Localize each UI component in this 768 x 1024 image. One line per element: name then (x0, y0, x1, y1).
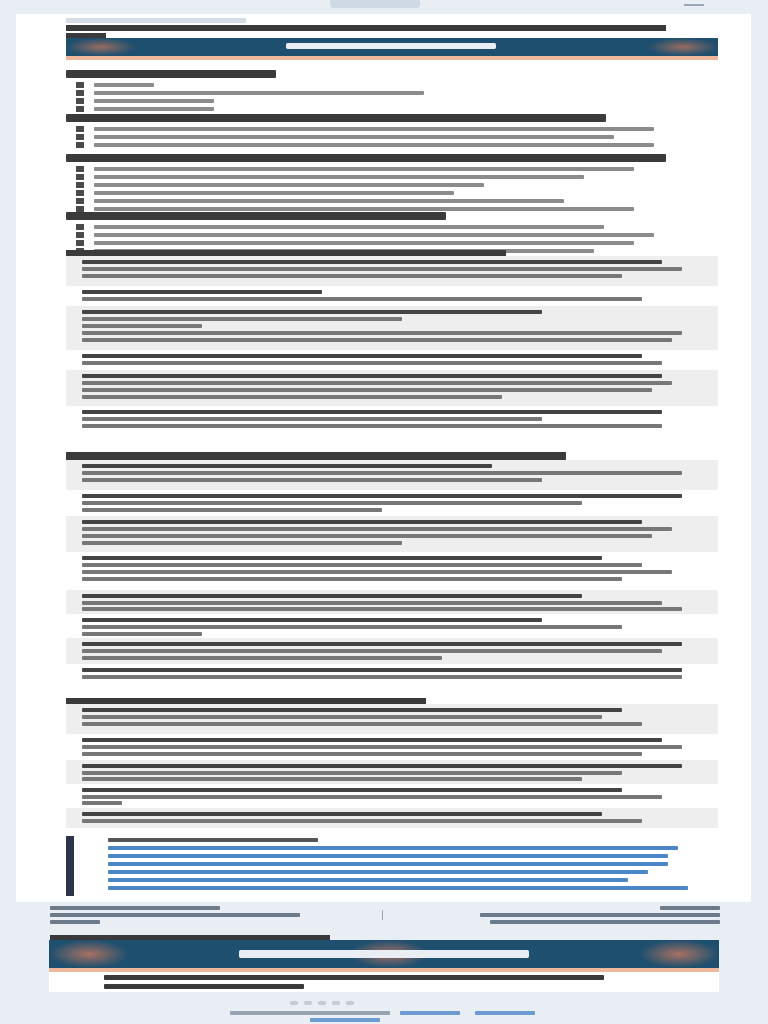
next-post-label[interactable] (660, 906, 720, 910)
intervention-row (66, 286, 718, 306)
list-item (92, 174, 718, 180)
intervention-row (66, 552, 718, 590)
intervention-row (66, 370, 718, 406)
site-footer (230, 1010, 540, 1024)
banner-text (286, 43, 496, 49)
similar-post-image[interactable] (49, 940, 719, 968)
related-link-1[interactable] (108, 846, 678, 850)
list-item (92, 142, 718, 148)
list-item (92, 166, 718, 172)
related-accent-bar (66, 836, 74, 896)
list-item (92, 198, 718, 204)
intervention-row (66, 350, 718, 370)
intervention-row (66, 406, 718, 438)
section-3 (66, 152, 718, 214)
previous-post-label[interactable] (50, 906, 220, 910)
list-item (92, 82, 718, 88)
intervention-row (66, 760, 718, 784)
intervention-row (66, 784, 718, 808)
intervention-row (66, 490, 718, 516)
intervention-row (66, 638, 718, 664)
carousel-dot[interactable] (318, 1001, 326, 1005)
related-care-plans (66, 836, 718, 896)
similar-post-title[interactable] (104, 975, 604, 980)
related-link-5[interactable] (108, 878, 628, 882)
previous-post-title-2[interactable] (50, 920, 100, 924)
post-title (66, 25, 666, 31)
similar-post-card[interactable] (49, 940, 719, 992)
previous-post-title[interactable] (50, 913, 300, 917)
section-1 (66, 68, 718, 114)
list-item (92, 90, 718, 96)
related-link-3[interactable] (108, 862, 668, 866)
intervention-row (66, 590, 718, 614)
list-item (92, 224, 718, 230)
intervention-row (66, 256, 718, 286)
related-link-4[interactable] (108, 870, 648, 874)
site-logo[interactable] (330, 0, 420, 8)
footer-copyright (230, 1011, 390, 1015)
section-heading (66, 68, 718, 80)
related-link-6[interactable] (108, 886, 688, 890)
carousel-dot[interactable] (290, 1001, 298, 1005)
section-heading (66, 112, 718, 124)
section-heading (66, 152, 718, 164)
related-link-2[interactable] (108, 854, 668, 858)
intervention-row (66, 704, 718, 734)
list-item (92, 126, 718, 132)
list-item (92, 182, 718, 188)
banner-accent (66, 56, 718, 60)
intervention-row (66, 808, 718, 828)
footer-link-1[interactable] (400, 1011, 460, 1015)
intervention-row (66, 460, 718, 490)
post-nav-divider (382, 910, 383, 920)
next-post-title[interactable] (480, 913, 720, 917)
similar-post-title-2[interactable] (104, 984, 304, 989)
section-heading (66, 210, 718, 222)
intervention-row (66, 306, 718, 350)
breadcrumb[interactable] (66, 18, 246, 23)
intervention-row (66, 664, 718, 684)
footer-link-2-cont[interactable] (310, 1018, 380, 1022)
related-heading (108, 838, 318, 842)
section-2 (66, 112, 718, 150)
list-item (92, 98, 718, 104)
carousel-dot[interactable] (332, 1001, 340, 1005)
intervention-row (66, 614, 718, 638)
list-item (92, 134, 718, 140)
similar-post-accent (49, 968, 719, 972)
next-post-title-2[interactable] (490, 920, 720, 924)
intervention-row (66, 734, 718, 760)
footer-link-2[interactable] (475, 1011, 535, 1015)
carousel-dot[interactable] (346, 1001, 354, 1005)
menu-icon[interactable] (684, 0, 704, 6)
intervention-row (66, 516, 718, 552)
carousel-dots (290, 992, 380, 998)
article (16, 14, 751, 902)
list-item (92, 190, 718, 196)
list-item (92, 232, 718, 238)
site-header (0, 0, 768, 8)
list-item (92, 240, 718, 246)
carousel-dot[interactable] (304, 1001, 312, 1005)
featured-banner (66, 38, 718, 56)
similar-post-banner-text (239, 950, 529, 958)
post-navigation (50, 904, 720, 926)
